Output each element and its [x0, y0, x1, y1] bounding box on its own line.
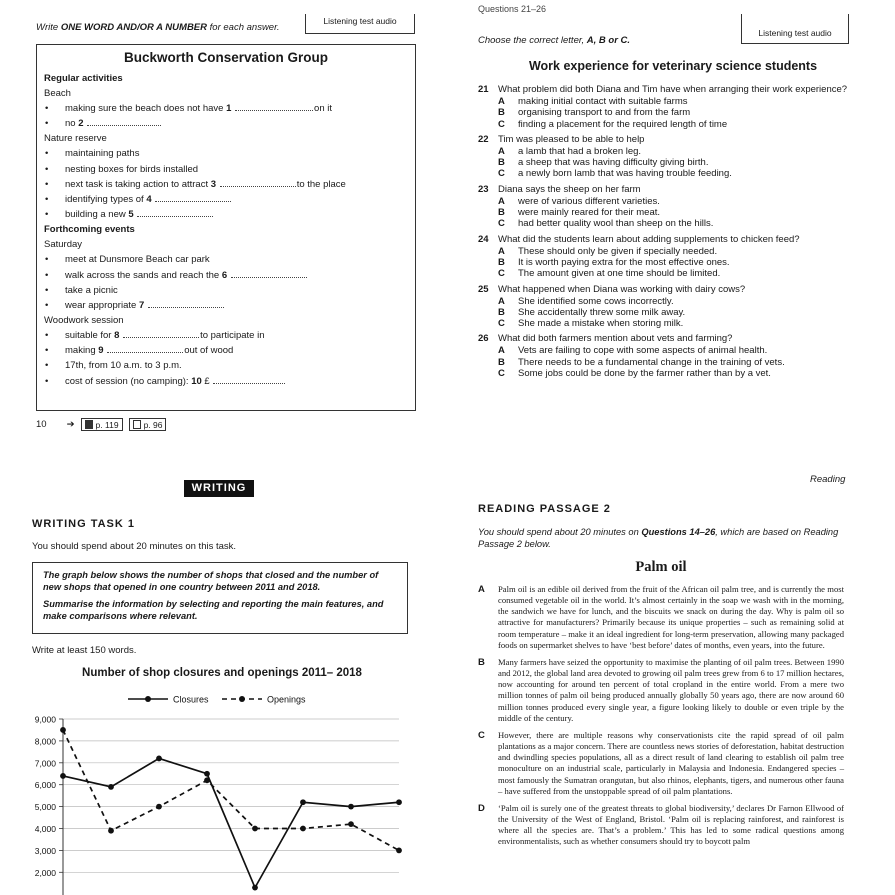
data-point — [60, 773, 66, 779]
gap-number: 8 — [114, 330, 120, 342]
notes-item-text: suitable for — [65, 330, 112, 342]
y-tick-label: 4,000 — [34, 824, 56, 834]
paragraph-a — [478, 584, 850, 651]
question-number: 22 — [478, 133, 489, 145]
notes-item-text: making sure the beach does not have — [65, 103, 224, 114]
notes-item-text: making — [65, 345, 96, 357]
answer-gap[interactable] — [148, 299, 224, 308]
notes-item-text: walk across the sands and reach the — [65, 269, 220, 281]
question-number: 23 — [478, 183, 489, 195]
questions-range-heading: Questions 21–26 — [478, 4, 547, 14]
notes-item-text: wear appropriate — [65, 299, 137, 311]
question-22 — [478, 133, 878, 180]
notes-item-suffix: to participate in — [200, 330, 265, 342]
option-letter: C — [498, 368, 505, 380]
saturday-label: Saturday — [44, 239, 83, 251]
option-text: These should only be given if specially needed. — [518, 245, 718, 257]
answer-option[interactable] — [478, 218, 878, 229]
option-letter: B — [498, 356, 505, 368]
notes-item — [44, 101, 408, 116]
option-text: were of various different varieties. — [518, 195, 660, 207]
paragraph-letter: B — [478, 656, 485, 668]
notes-item — [44, 298, 408, 313]
option-text: She made a mistake when storing milk. — [518, 318, 684, 330]
option-text: The amount given at one time should be limited. — [518, 268, 721, 280]
data-point — [60, 727, 66, 733]
legend-openings-label: Openings — [267, 694, 306, 705]
gap-number: 5 — [128, 209, 134, 221]
question-21 — [478, 83, 878, 130]
question-26 — [478, 332, 878, 379]
option-text: a sheep that was having difficulty giving birth. — [518, 157, 709, 169]
nature-reserve-label: Nature reserve — [44, 133, 107, 145]
data-point — [156, 756, 162, 762]
question-list — [478, 83, 878, 382]
paragraph-c — [478, 730, 850, 797]
answer-gap[interactable] — [123, 329, 199, 338]
answer-option[interactable] — [478, 307, 878, 318]
notes-item-text: building a new — [65, 209, 126, 221]
question-text: What did the students learn about adding supplements to chicken feed? — [498, 233, 800, 245]
question-text: What did both farmers mention about vets and farming? — [498, 333, 733, 345]
writing-prompt-box — [32, 562, 408, 634]
option-text: organising transport to and from the farm — [518, 107, 691, 119]
option-letter: C — [498, 118, 505, 130]
beach-list — [44, 101, 408, 131]
mcq-title: Work experience for veterinary science students — [528, 59, 818, 73]
answer-ref-link[interactable] — [129, 418, 167, 431]
notes-item — [44, 283, 408, 298]
gap-number: 6 — [221, 269, 228, 281]
option-text: were mainly reared for their meat. — [518, 207, 661, 219]
option-letter: A — [498, 96, 505, 107]
notes-item — [44, 252, 408, 267]
option-letter: A — [498, 195, 505, 207]
notes-item — [44, 374, 408, 389]
answer-option[interactable] — [478, 146, 878, 157]
listening-notes-page — [0, 0, 447, 447]
option-text: making initial contact with suitable farms — [518, 96, 688, 107]
document-icon — [133, 420, 141, 429]
legend-closures-label: Closures — [173, 694, 209, 705]
data-point — [300, 826, 306, 832]
legend-closures-marker — [145, 696, 151, 702]
paragraph-text: Many farmers have seized the opportunity to maximise the planting of oil palm trees. Between 1990 and 2012, the global land area devoted to growing oil palm trees grew from 6 to 17 million hectares, now accounting for around ten percent of total cropland in the entire world. From a mere two million tonnes of palm oil being produced annually globally 50 years ago, there are now around 60 million tonnes produced every single year, a figure looking likely to double or even triple by the middle of the century. — [498, 656, 844, 723]
option-text: Some jobs could be done by the farmer rather than by a vet. — [518, 368, 771, 380]
writing-page — [0, 448, 447, 895]
answer-option[interactable] — [478, 257, 878, 268]
notes-item-text: next task is taking action to attract — [65, 178, 209, 190]
answer-option[interactable] — [478, 246, 878, 257]
notes-item-suffix: out of wood — [184, 345, 234, 357]
question-number: 24 — [478, 233, 489, 245]
gap-number: 1 — [226, 103, 232, 114]
option-letter: A — [498, 295, 505, 307]
mcq-audio-tab[interactable]: Listening test audio — [741, 14, 849, 44]
data-point — [108, 828, 114, 834]
currency-symbol: £ — [204, 375, 210, 387]
answer-option[interactable] — [478, 196, 878, 207]
question-number: 25 — [478, 283, 489, 295]
gap-number: 4 — [146, 193, 152, 205]
notes-item-text: cost of session (no camping): — [65, 375, 189, 387]
beach-label: Beach — [44, 88, 71, 99]
reading-section-label: Reading — [810, 474, 846, 485]
data-point — [348, 804, 354, 810]
passage-body — [478, 584, 850, 853]
option-letter: B — [498, 256, 505, 268]
woodwork-label: Woodwork session — [44, 315, 124, 327]
notes-item-text: identifying types of — [65, 193, 144, 205]
gap-number: 7 — [138, 299, 145, 311]
answer-option[interactable] — [478, 168, 878, 179]
paragraph-text: However, there are multiple reasons why conservationists cite the rapid spread of oil palm plantations as a major concern. There are countless news stories of deforestation, habitat destruction and dwindling species populations, all as a direct result of land clearing to establish oil palm tree monoculture on an industrial scale, particularly in Malaysia and Indonesia. Endangered species – most famously the Sumatran orangutan, but also rhinos, elephants, tigers, and numerous other fauna – have suffered from the unstoppable spread of oil palm plantations. — [498, 729, 844, 796]
option-text: She accidentally threw some milk away. — [518, 306, 686, 318]
y-tick-label: 3,000 — [34, 845, 56, 856]
woodwork-list — [44, 328, 408, 389]
option-letter: B — [498, 107, 505, 119]
answer-option[interactable] — [478, 345, 878, 356]
answer-gap[interactable] — [107, 344, 183, 353]
option-text: a newly born lamb that was having trouble feeding. — [518, 168, 732, 180]
gap-number: 2 — [78, 118, 84, 130]
data-point — [156, 804, 162, 810]
option-text: had better quality wool than sheep on the hills. — [518, 218, 714, 230]
question-text: Tim was pleased to be able to help — [498, 133, 645, 145]
gap-number: 10 — [191, 375, 202, 387]
answer-gap[interactable] — [137, 208, 213, 217]
prompt-paragraph-2: Summarise the information by selecting and reporting the main features, and make comparisons where relevant. — [43, 599, 384, 621]
answer-option[interactable] — [478, 157, 878, 168]
audio-script-icon — [85, 420, 93, 429]
prompt-paragraph-1: The graph below shows the number of shops that closed and the number of new shops that opened in one country between 2011 and 2018. — [43, 570, 379, 592]
option-letter: A — [498, 145, 505, 157]
gap-number: 9 — [98, 345, 104, 357]
mcq-page — [448, 0, 895, 447]
answer-gap[interactable] — [155, 193, 231, 202]
notes-item-text: take a picnic — [65, 284, 118, 296]
reading-page — [448, 448, 895, 895]
answer-gap[interactable] — [213, 375, 285, 384]
audio-ref-link[interactable] — [81, 418, 123, 431]
paragraph-letter: A — [478, 584, 485, 595]
notes-item — [44, 146, 408, 161]
option-letter: C — [498, 218, 505, 230]
writing-task-title: WRITING TASK 1 — [32, 518, 136, 530]
question-text: Diana says the sheep on her farm — [498, 183, 641, 195]
mcq-instruction: Choose the correct letter, A, B or C. — [478, 35, 631, 46]
data-point — [204, 771, 210, 777]
notes-item-text: meet at Dunsmore Beach car park — [65, 254, 210, 266]
question-25 — [478, 283, 878, 330]
passage-heading: Palm oil — [635, 559, 687, 575]
answer-gap[interactable] — [220, 178, 296, 187]
writing-time-note: You should spend about 20 minutes on this task. — [32, 541, 237, 552]
option-letter: A — [498, 345, 505, 357]
paragraph-letter: C — [478, 729, 485, 741]
data-point — [396, 848, 402, 854]
answer-ref-label: p. 96 — [143, 419, 163, 430]
notes-item — [44, 192, 408, 207]
data-point — [252, 885, 258, 891]
reading-instruction: You should spend about 20 minutes on Questions 14–26, which are based on Reading Passage 2 below. — [478, 527, 839, 549]
answer-option[interactable] — [478, 268, 878, 279]
option-letter: C — [498, 168, 505, 180]
saturday-list — [44, 252, 408, 313]
option-letter: B — [498, 157, 505, 169]
y-tick-label: 5,000 — [34, 802, 56, 813]
y-tick-label: 6,000 — [34, 780, 56, 791]
nature-list — [44, 146, 408, 222]
question-stem — [478, 332, 878, 345]
question-text: What happened when Diana was working with dairy cows? — [498, 283, 746, 295]
option-text: It is worth paying extra for the most effective ones. — [518, 256, 730, 268]
chart-title: Number of shop closures and openings 2011– 2018 — [82, 667, 362, 679]
notes-item-suffix: on it — [314, 103, 332, 114]
question-24 — [478, 233, 878, 280]
option-letter: C — [498, 318, 505, 330]
question-number: 26 — [478, 333, 489, 345]
answer-option[interactable] — [478, 368, 878, 379]
answer-option[interactable] — [478, 296, 878, 307]
data-point — [348, 821, 354, 827]
y-tick-label: 2,000 — [34, 867, 56, 878]
answer-option[interactable] — [478, 357, 878, 368]
option-text: finding a placement for the required length of time — [518, 118, 728, 130]
answer-option[interactable] — [478, 107, 878, 118]
option-text: a lamb that had a broken leg. — [518, 145, 642, 157]
question-number: 21 — [478, 84, 489, 95]
answer-gap[interactable] — [235, 102, 313, 111]
answer-gap[interactable] — [231, 269, 307, 278]
data-point — [396, 799, 402, 805]
notes-item-text: maintaining paths — [65, 148, 140, 160]
option-text: There needs to be a fundamental change in the training of vets. — [518, 356, 785, 368]
option-text: Vets are failing to cope with some aspects of animal health. — [518, 345, 768, 357]
data-point — [252, 826, 258, 832]
notes-item — [44, 177, 408, 192]
answer-option[interactable] — [478, 318, 878, 329]
paragraph-d — [478, 803, 850, 848]
option-letter: B — [498, 306, 505, 318]
page-footer — [36, 418, 166, 431]
gap-number: 3 — [210, 178, 217, 190]
paragraph-text: ‘Palm oil is surely one of the greatest threats to global biodiversity,’ declares Dr Farnon Ellwood of the University of the West of England, Bristol. ‘Palm oil is replacing rainforest, and rainforest is where all the species are. That’s a problem.’ This has led to some radical questions among environmentalists, such as whether consumers should try to boycott palm — [498, 802, 844, 847]
page-number: 10 — [36, 419, 47, 430]
question-stem — [478, 83, 878, 96]
notes-item-text: 17th, from 10 a.m. to 3 p.m. — [65, 360, 182, 372]
question-stem — [478, 133, 878, 146]
option-letter: A — [498, 245, 505, 257]
paragraph-letter: D — [478, 802, 485, 814]
notes-form-box — [36, 44, 416, 411]
data-point — [204, 777, 210, 783]
question-stem — [478, 233, 878, 246]
forthcoming-events-heading: Forthcoming events — [44, 224, 135, 236]
reading-passage-title: READING PASSAGE 2 — [478, 503, 611, 515]
listening-audio-tab[interactable]: Listening test audio — [305, 14, 415, 34]
question-stem — [478, 183, 878, 196]
notes-item — [44, 343, 408, 358]
answer-option[interactable] — [478, 207, 878, 218]
notes-item — [44, 328, 408, 343]
answer-gap[interactable] — [87, 117, 161, 126]
data-point — [108, 784, 114, 790]
answer-option[interactable] — [478, 119, 878, 130]
notes-item — [44, 268, 408, 283]
notes-item — [44, 162, 408, 177]
arrow-icon: ➔ — [66, 419, 75, 430]
paragraph-text: Palm oil is an edible oil derived from the fruit of the African oil palm tree, and is currently the most consumed vegetable oil in the world. It’s almost certainly in the soap we wash with in the morning, the sandwich we have for lunch, and the biscuits we snack on during the day. Why is palm oil so attractive for manufacturers? Primarily because its unique properties – such as remaining solid at room temperature – make it an ideal ingredient for long-term preservation, allowing many packaged foods on supermarket shelves to have ‘best before’ dates of months, even years, into the future. — [498, 584, 844, 650]
question-text: What problem did both Diana and Tim have when arranging their work experience? — [498, 84, 848, 95]
notes-title: Buckworth Conservation Group — [123, 50, 329, 65]
writing-banner: WRITING — [184, 480, 254, 497]
notes-item — [44, 116, 408, 131]
min-words-note: Write at least 150 words. — [32, 645, 137, 656]
data-point — [300, 799, 306, 805]
option-letter: B — [498, 207, 505, 219]
y-tick-label: 8,000 — [34, 736, 56, 747]
notes-item-text: nesting boxes for birds installed — [65, 163, 199, 175]
y-tick-label: 7,000 — [34, 758, 56, 769]
question-23 — [478, 183, 878, 230]
notes-item-text: no — [65, 118, 76, 130]
option-letter: C — [498, 268, 505, 280]
notes-item — [44, 358, 408, 373]
audio-ref-label: p. 119 — [95, 419, 119, 430]
option-text: She identified some cows incorrectly. — [518, 295, 674, 307]
legend-openings-marker — [239, 696, 245, 702]
answer-option[interactable] — [478, 96, 878, 107]
paragraph-b — [478, 657, 850, 724]
regular-activities-heading: Regular activities — [44, 73, 123, 84]
y-tick-label: 9,000 — [34, 714, 56, 725]
notes-item-suffix: to the place — [296, 178, 346, 190]
line-chart — [0, 684, 447, 895]
notes-instruction: Write ONE WORD AND/OR A NUMBER for each answer. — [36, 22, 280, 33]
question-stem — [478, 283, 878, 296]
notes-item — [44, 207, 408, 222]
